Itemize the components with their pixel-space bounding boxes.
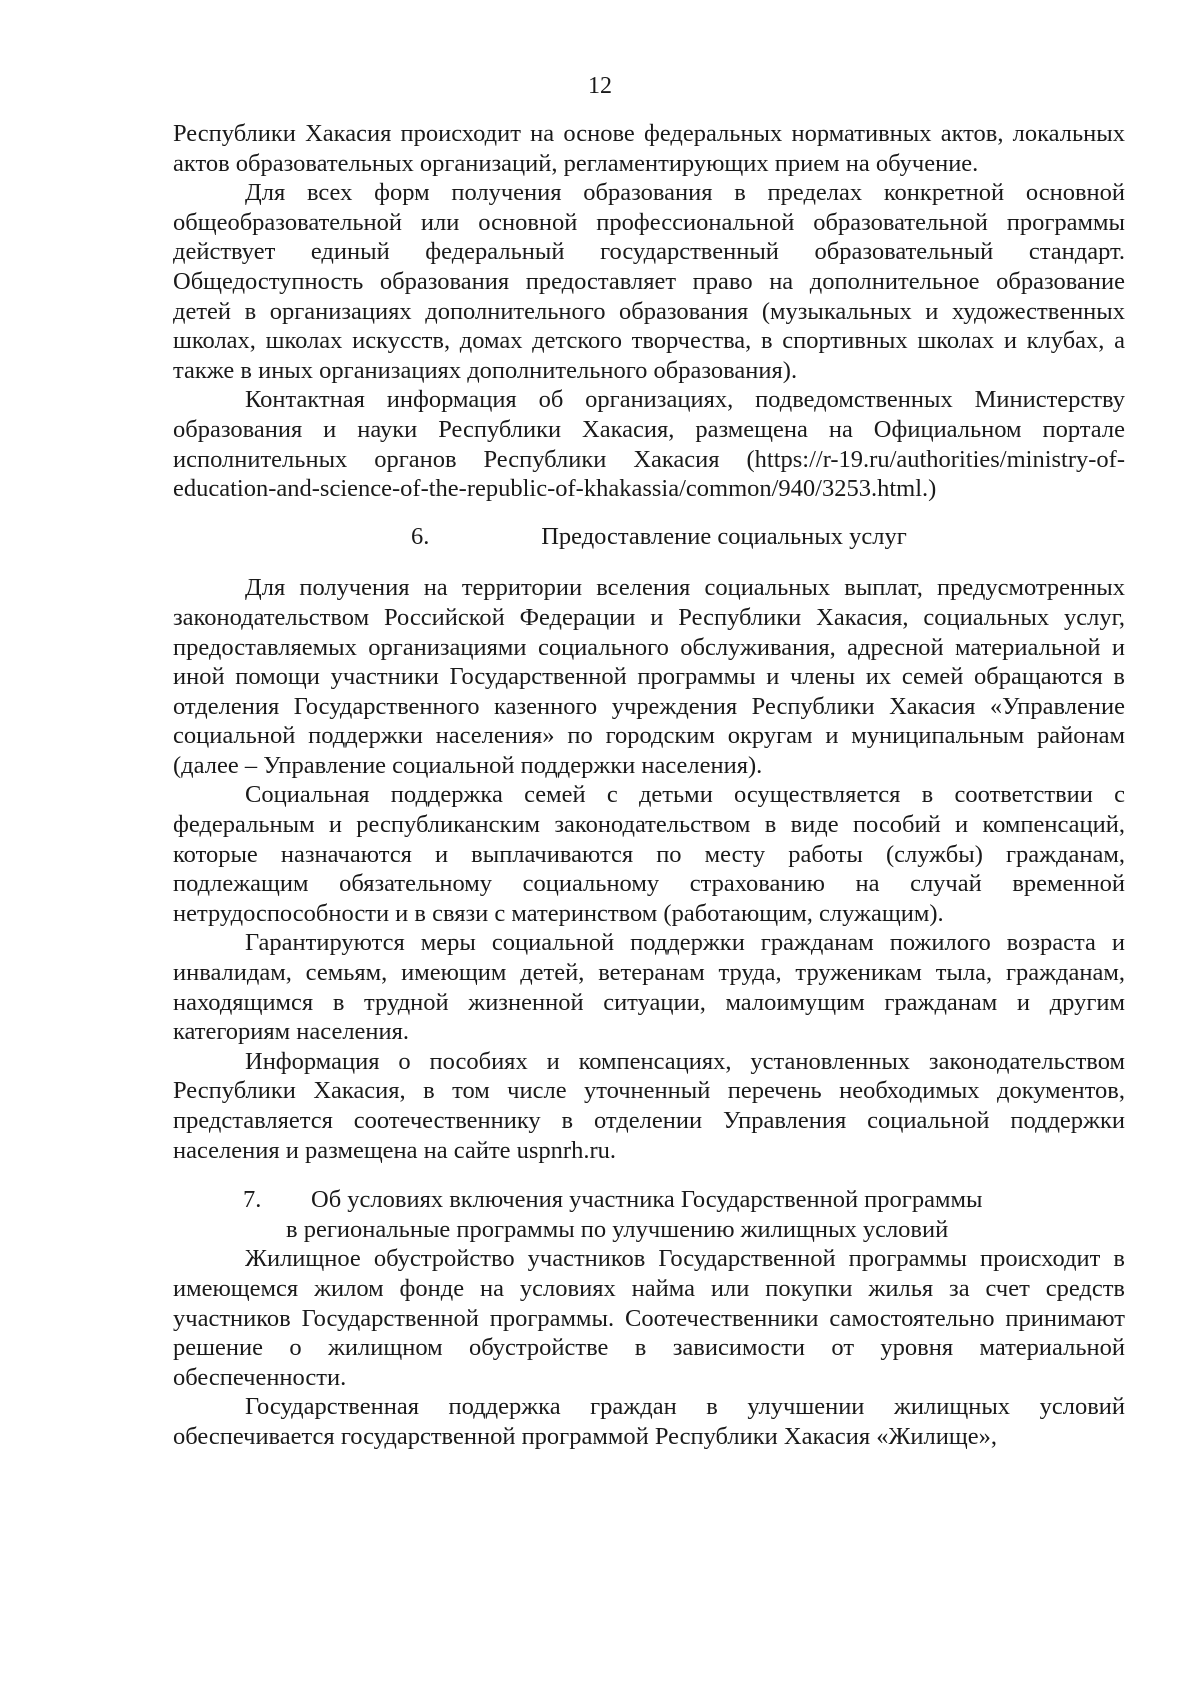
section-6-title: Предоставление социальных услуг xyxy=(541,522,907,550)
paragraph-guaranteed-measures: Гарантируются меры социальной поддержки гражданам пожилого возраста и инвалидам, семьям, имеющим детей, ветеранам труда, труженикам тыла, гражданам, находящимся в трудной жизненной ситуации, малоимущим гражданам и другим категориям населения. xyxy=(173,929,1125,1046)
paragraph-continuation: Республики Хакасия происходит на основе федеральных нормативных актов, локальных актов образовательных организаций, регламентирующих прием на обучение. xyxy=(173,120,1125,177)
paragraph-benefits-info: Информация о пособиях и компенсациях, установленных законодательством Республики Хакасия, в том числе уточненный перечень необходимых документов, представляется соотечественнику в отделении Управления социальной поддержки населения и размещена на сайте uspnrh.ru. xyxy=(173,1047,1125,1164)
page-number: 12 xyxy=(588,73,612,99)
paragraph-state-housing-support: Государственная поддержка граждан в улучшении жилищных условий обеспечивается государственной программой Республики Хакасия «Жилище», xyxy=(173,1393,1125,1450)
paragraph-housing-arrangement: Жилищное обустройство участников Государственной программы происходит в имеющемся жилом фонде на условиях найма или покупки жилья за счет средств участников Государственной программы. Соотечественники самостоятельно принимают решение о жилищном обустройстве в зависимости от уровня материальной обеспеченности. xyxy=(173,1245,1125,1391)
document-body xyxy=(173,119,1125,1452)
paragraph-family-support: Социальная поддержка семей с детьми осуществляется в соответствии с федеральным и республиканским законодательством в виде пособий и компенсаций, которые назначаются и выплачиваются по месту работы (службы) гражданам, подлежащим обязательному социальному страхованию на случай временной нетрудоспособности и в связи с материнством (работающим, служащим). xyxy=(173,781,1125,927)
section-7-title-line-2: в региональные программы по улучшению жилищных условий xyxy=(286,1215,949,1243)
section-6-number: 6. xyxy=(411,522,430,550)
section-7-heading xyxy=(173,1185,1125,1244)
section-7-title-line-1 xyxy=(173,1185,1125,1215)
section-7-title-text-1: Об условиях включения участника Государственной программы xyxy=(311,1186,983,1214)
paragraph-contact-info: Контактная информация об организациях, подведомственных Министерству образования и науки Республики Хакасия, размещена на Официальном портале исполнительных органов Республики Хакасия (https://r-19.ru/authorities/ministry-of-education-and-science-of-the-republic-of-khakassia/common/940/3253.html.) xyxy=(173,386,1125,503)
paragraph-education-forms: Для всех форм получения образования в пределах конкретной основной общеобразовательной или основной профессиональной образовательной программы действует единый федеральный государственный образовательный стандарт. Общедоступность образования предоставляет право на дополнительное образование детей в организациях дополнительного образования (музыкальных и художественных школах, школах искусств, домах детского творчества, в спортивных школах и клубах, а также в иных организациях дополнительного образования). xyxy=(173,179,1125,384)
section-7-number: 7. xyxy=(243,1186,262,1214)
paragraph-social-payments: Для получения на территории вселения социальных выплат, предусмотренных законодательством Российской Федерации и Республики Хакасия, социальных услуг, предоставляемых организациями социального обслуживания, адресной материальной и иной помощи участники Государственной программы и члены их семей обращаются в отделения Государственного казенного учреждения Республики Хакасия «Управление социальной поддержки населения» по городским округам и муниципальным районам (далее – Управление социальной поддержки населения). xyxy=(173,574,1125,779)
section-6-heading xyxy=(173,522,1125,552)
